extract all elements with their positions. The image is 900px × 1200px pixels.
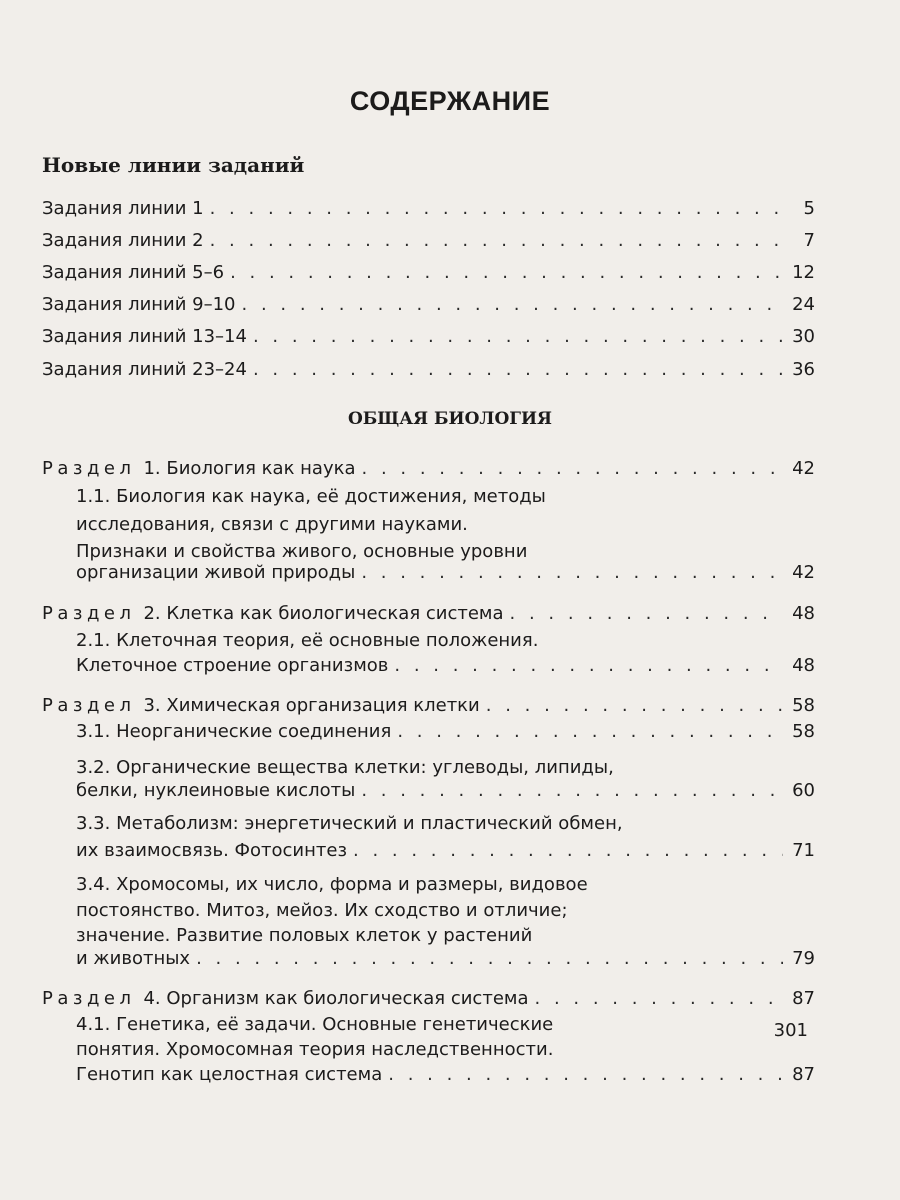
subsection-line: Признаки и свойства живого, основные уровни [76,541,528,562]
subsection-line: 3.4. Хромосомы, их число, форма и размеры, видовое [76,874,588,895]
razdel-label: Раздел [42,458,136,479]
subsection-page: 58 [792,721,815,742]
subsection-line: их взаимосвязь. Фотосинтез [76,840,348,861]
dot-leader [397,721,783,742]
toc-entry [42,359,815,380]
toc-entry [42,198,815,219]
subsection-line: 1.1. Биология как наука, её достижения, методы [76,486,546,507]
dot-leader [361,780,783,801]
dot-leader [230,262,783,283]
dot-leader [362,458,783,479]
toc-entry-text: Задания линий 13–14 [42,326,247,347]
subsection-line: и животных [76,948,191,969]
subsection-line: понятия. Хромосомная теория наследственности. [76,1039,554,1060]
section-page: 48 [792,603,815,624]
dot-leader [242,294,783,315]
subsection-line: значение. Развитие половых клеток у растений [76,925,533,946]
subsection-page: 71 [792,840,815,861]
toc-entry-text: Задания линии 1 [42,198,204,219]
dot-leader [510,603,783,624]
subsection-line: 3.1. Неорганические соединения [76,721,392,742]
section-heading-1 [42,458,815,479]
section-page: 42 [792,458,815,479]
subsection-line: Клеточное строение организмов [76,655,389,676]
dot-leader [253,359,783,380]
subsection-page: 60 [792,780,815,801]
subsection-line: постоянство. Митоз, мейоз. Их сходство и отличие; [76,900,568,921]
toc-entry [42,230,815,251]
subsection-page: 79 [792,948,815,969]
toc-entry-page: 30 [792,326,815,347]
subsection-entry [76,655,815,676]
subsection-page: 42 [792,562,815,583]
subsection-line: 3.3. Метаболизм: энергетический и пластический обмен, [76,813,623,834]
subsection-entry [76,948,815,969]
subsection-page: 48 [792,655,815,676]
subsection-entry [76,721,815,742]
toc-entry-page: 5 [803,198,815,219]
section-title: 4. Организм как биологическая система [143,988,529,1009]
subsection-line: Генотип как целостная система [76,1064,383,1085]
section-heading-3 [42,695,815,716]
subsection-line: организации живой природы [76,562,356,583]
subsection-entry [76,562,815,583]
toc-entry-page: 36 [792,359,815,380]
section-page: 58 [792,695,815,716]
dot-leader [210,198,783,219]
page-number: 301 [773,1020,808,1041]
section-heading-4 [42,988,815,1009]
dot-leader [361,562,783,583]
toc-entry [42,294,815,315]
toc-entry-text: Задания линий 23–24 [42,359,247,380]
section-page: 87 [792,988,815,1009]
razdel-label: Раздел [42,988,136,1009]
subsection-page: 87 [792,1064,815,1085]
section-title: 2. Клетка как биологическая система [143,603,504,624]
subsection-line: 2.1. Клеточная теория, её основные положения. [76,630,539,651]
dot-leader [535,988,784,1009]
subsection-line: 3.2. Органические вещества клетки: углеводы, липиды, [76,757,614,778]
section-title: 1. Биология как наука [143,458,356,479]
razdel-label: Раздел [42,603,136,624]
toc-entry-text: Задания линии 2 [42,230,204,251]
subsection-line: 4.1. Генетика, её задачи. Основные генетические [76,1014,554,1035]
toc-entry [42,326,815,347]
new-lines-heading: Новые линии заданий [42,153,305,177]
dot-leader [388,1064,783,1085]
toc-entry-page: 12 [792,262,815,283]
subsection-entry [76,840,815,861]
subsection-entry [76,780,815,801]
dot-leader [353,840,783,861]
subsection-line: белки, нуклеиновые кислоты [76,780,356,801]
dot-leader [394,655,783,676]
dot-leader [486,695,783,716]
toc-entry-page: 24 [792,294,815,315]
subsection-line: исследования, связи с другими науками. [76,514,468,535]
toc-entry-text: Задания линий 9–10 [42,294,236,315]
razdel-label: Раздел [42,695,136,716]
page-title: СОДЕРЖАНИЕ [349,86,551,116]
dot-leader [196,948,783,969]
toc-entry-page: 7 [803,230,815,251]
toc-entry [42,262,815,283]
toc-entry-text: Задания линий 5–6 [42,262,225,283]
section-title: 3. Химическая организация клетки [143,695,480,716]
section-heading-2 [42,603,815,624]
dot-leader [210,230,783,251]
part-title: ОБЩАЯ БИОЛОГИЯ [347,409,553,429]
subsection-entry [76,1064,815,1085]
dot-leader [253,326,783,347]
